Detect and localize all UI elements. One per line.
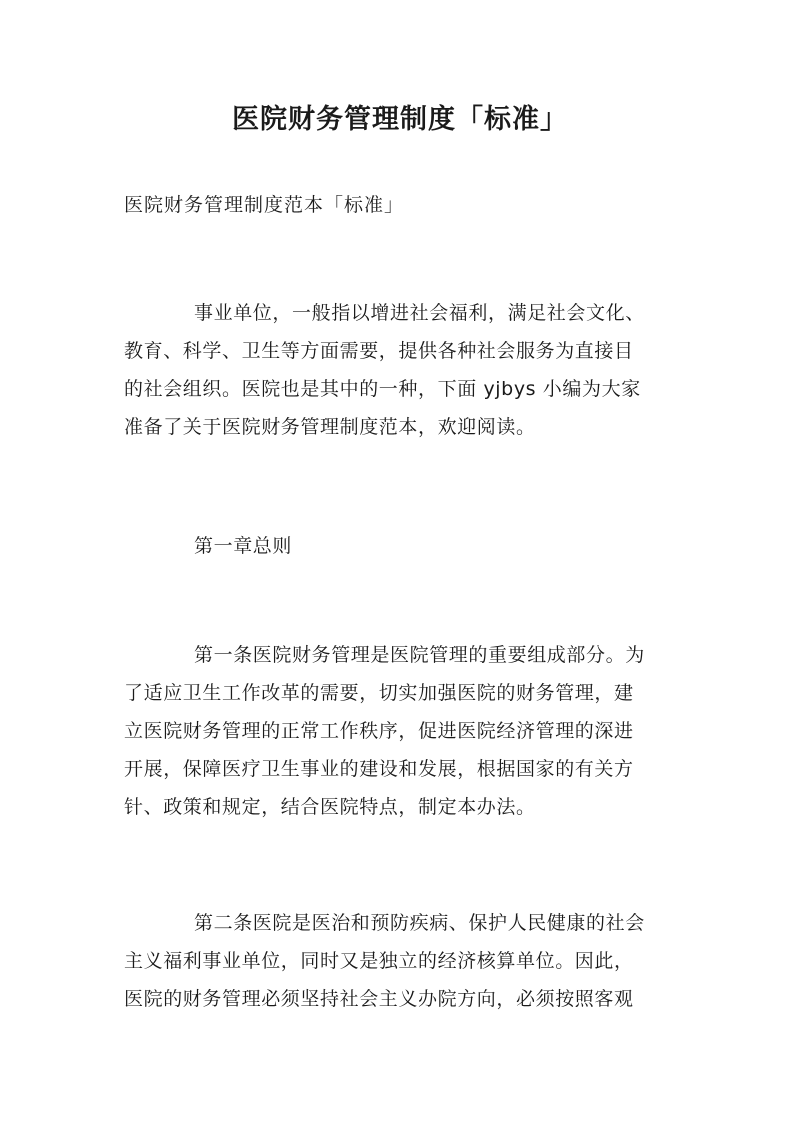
paragraph-line: 针、政策和规定，结合医院特点，制定本办法。 [124, 796, 536, 818]
paragraph-line: 开展，保障医疗卫生事业的建设和发展，根据国家的有关方 [124, 758, 634, 780]
paragraph-line: 的社会组织。医院也是其中的一种，下面 yjbys 小编为大家 [124, 378, 641, 400]
paragraph-line: 准备了关于医院财务管理制度范本，欢迎阅读。 [124, 416, 536, 438]
paragraph-line: 立医院财务管理的正常工作秩序，促进医院经济管理的深进 [124, 720, 634, 742]
document-subtitle: 医院财务管理制度范本「标准」 [124, 194, 405, 216]
chapter-heading [124, 527, 684, 565]
paragraph-line: 事业单位，一般指以增进社会福利，满足社会文化、 [194, 302, 645, 324]
paragraph-line: 了适应卫生工作改革的需要，切实加强医院的财务管理，建 [124, 682, 634, 704]
article-2-paragraph [124, 904, 684, 1018]
paragraph-line: 主义福利事业单位，同时又是独立的经济核算单位。因此， [124, 950, 634, 972]
paragraph-line: 教育、科学、卫生等方面需要，提供各种社会服务为直接目 [124, 340, 634, 362]
paragraph-line: 医院的财务管理必须坚持社会主义办院方向，必须按照客观 [124, 988, 634, 1010]
chapter-heading-text: 第一章总则 [194, 535, 293, 557]
paragraph-line: 第二条医院是医治和预防疾病、保护人民健康的社会 [194, 912, 645, 934]
document-title: 医院财务管理制度「标准」 [232, 104, 568, 135]
paragraph-line: 第一条医院财务管理是医院管理的重要组成部分。为 [194, 644, 645, 666]
intro-paragraph [124, 294, 684, 446]
article-1-paragraph [124, 636, 684, 826]
